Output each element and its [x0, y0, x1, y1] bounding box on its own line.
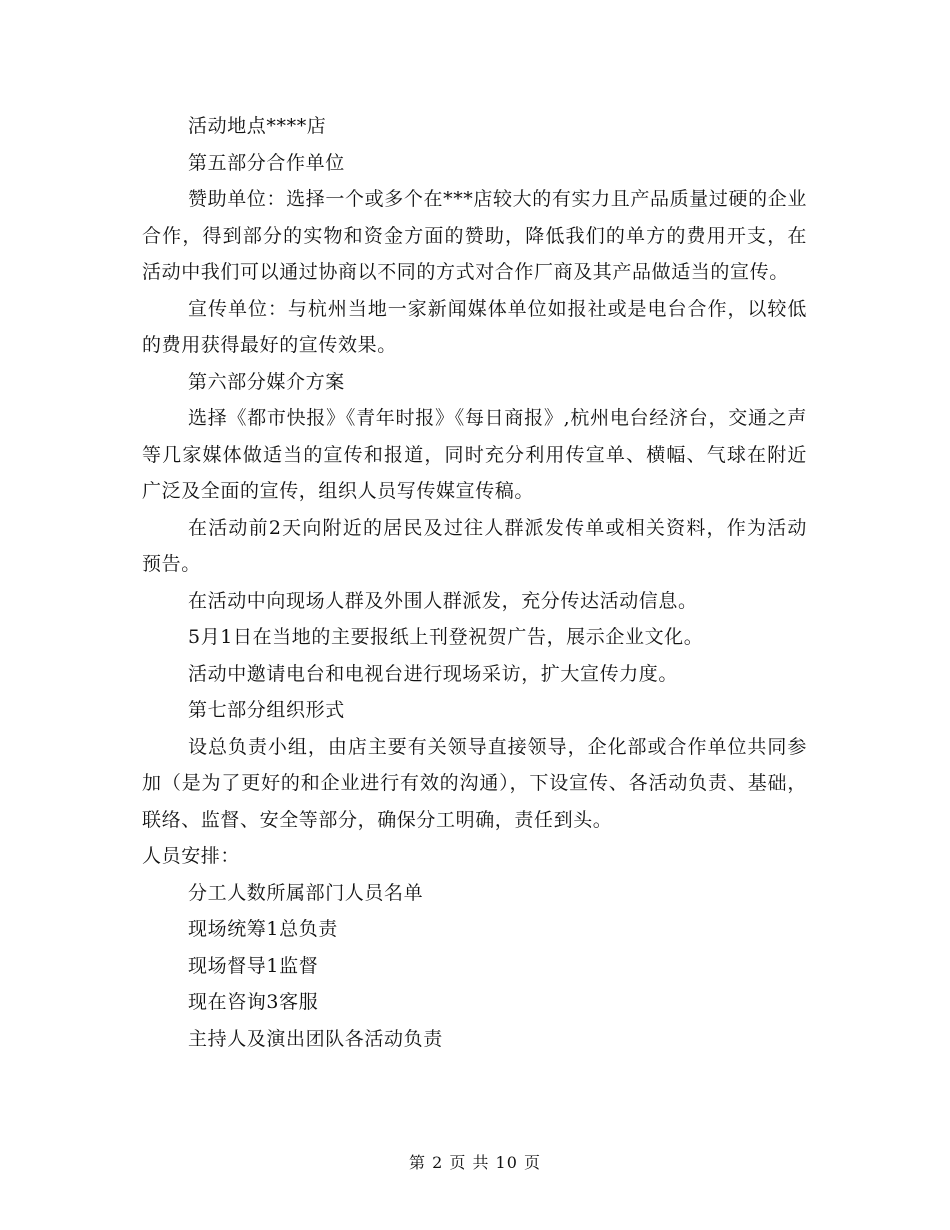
section-heading-media: 第六部分媒介方案 [188, 370, 345, 393]
paragraph-sponsors: 赞助单位：选择一个或多个在***店较大的有实力且产品质量过硬的企业合作，得到部分的实物和资金方面的赞助，降低我们的单方的费用开支，在活动中我们可以通过协商以不同的方式对合作厂商及其产品做适当的宣传。 [142, 188, 807, 283]
section-heading-organization: 第七部分组织形式 [188, 699, 345, 721]
staff-row-host-performers: 主持人及演出团队各活动负责 [188, 1027, 443, 1050]
paragraph-location: 活动地点****店 [188, 115, 327, 137]
paragraph-newspaper-ad: 5月1日在当地的主要报纸上刊登祝贺广告，展示企业文化。 [188, 626, 704, 648]
paragraph-on-site-flyers: 在活动中向现场人群及外围人群派发，充分传达活动信息。 [188, 589, 698, 612]
staff-row-coordination: 现场统筹1总负责 [188, 918, 338, 940]
paragraph-pre-event-flyers: 在活动前2天向附近的居民及过往人群派发传单或相关资料，作为活动预告。 [142, 516, 807, 575]
paragraph-publicity-units: 宣传单位：与杭州当地一家新闻媒体单位如报社或是电台合作，以较低的费用获得最好的宣传效果。 [142, 297, 807, 356]
staff-table-header: 分工人数所属部门人员名单 [188, 881, 424, 904]
section-heading-partners: 第五部分合作单位 [188, 151, 345, 174]
paragraph-interview: 活动中邀请电台和电视台进行现场采访，扩大宣传力度。 [188, 662, 679, 685]
staff-row-consultation: 现在咨询3客服 [188, 991, 319, 1013]
document-body [142, 108, 807, 1057]
page-number-footer: 第 2 页 共 10 页 [409, 1153, 541, 1172]
paragraph-organization: 设总负责小组，由店主要有关领导直接领导，企化部或合作单位共同参加（是为了更好的和企业进行有效的沟通），下设宣传、各活动负责、基础，联络、监督、安全等部分，确保分工明确，责任到头。 [142, 735, 807, 831]
paragraph-media-choice: 选择《都市快报》《青年时报》《每日商报》,杭州电台经济台，交通之声等几家媒体做适当的宣传和报道，同时充分利用传宣单、横幅、气球在附近广泛及全面的宣传，组织人员写传媒宣传稿。 [142, 407, 807, 502]
paragraph-staff-heading: 人员安排： [142, 845, 241, 867]
staff-row-supervision: 现场督导1监督 [188, 954, 319, 977]
